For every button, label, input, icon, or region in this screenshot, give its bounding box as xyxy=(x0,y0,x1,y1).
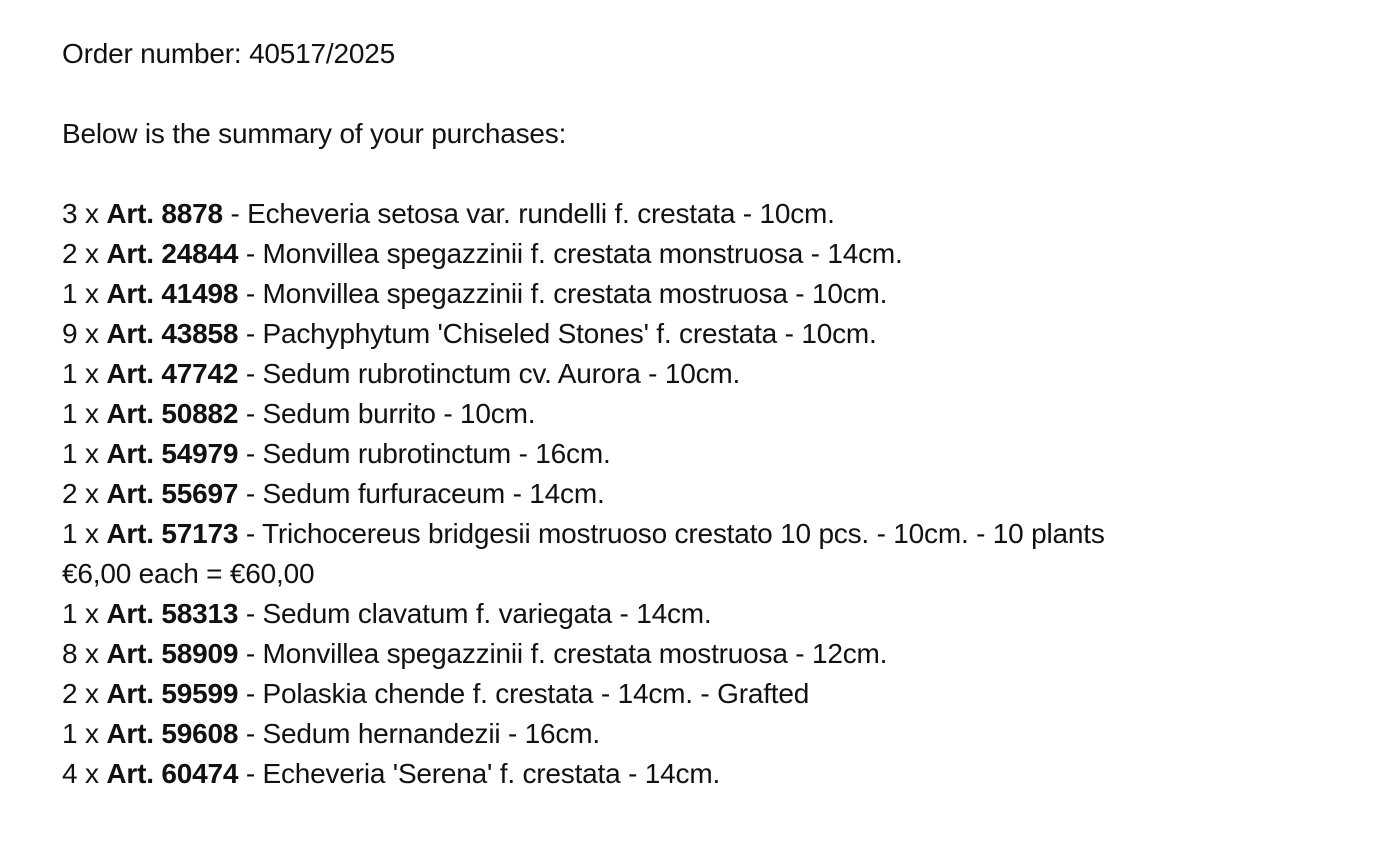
item-quantity: 4 x xyxy=(62,758,99,789)
item-description: - Sedum burrito - 10cm. xyxy=(238,398,536,429)
item-description: - Echeveria 'Serena' f. crestata - 14cm. xyxy=(238,758,721,789)
order-number-label: Order number: xyxy=(62,38,242,69)
list-item xyxy=(62,234,1362,274)
item-description: - Echeveria setosa var. rundelli f. crestata - 10cm. xyxy=(222,198,835,229)
list-item xyxy=(62,714,1362,754)
list-item xyxy=(62,474,1362,514)
item-quantity: 9 x xyxy=(62,318,99,349)
item-price-detail: €6,00 each = €60,00 xyxy=(62,558,315,589)
item-description: - Monvillea spegazzinii f. crestata monstruosa - 14cm. xyxy=(238,238,903,269)
item-article-number: Art. 59599 xyxy=(106,678,239,709)
item-article-number: Art. 43858 xyxy=(106,318,239,349)
item-quantity: 1 x xyxy=(62,398,99,429)
item-description: - Monvillea spegazzinii f. crestata mostruosa - 10cm. xyxy=(238,278,888,309)
item-article-number: Art. 54979 xyxy=(106,438,239,469)
item-description: - Trichocereus bridgesii mostruoso crestato 10 pcs. - 10cm. - 10 plants xyxy=(238,518,1105,549)
item-description: - Sedum hernandezii - 16cm. xyxy=(238,718,600,749)
item-article-number: Art. 58909 xyxy=(106,638,239,669)
item-description: - Sedum rubrotinctum - 16cm. xyxy=(238,438,611,469)
order-number-line xyxy=(62,34,1362,74)
item-article-number: Art. 59608 xyxy=(106,718,239,749)
list-item xyxy=(62,394,1362,434)
item-quantity: 2 x xyxy=(62,678,99,709)
item-quantity: 1 x xyxy=(62,358,99,389)
order-number-value: 40517/2025 xyxy=(249,38,395,69)
item-description: - Monvillea spegazzinii f. crestata mostruosa - 12cm. xyxy=(238,638,888,669)
item-description: - Pachyphytum 'Chiseled Stones' f. crestata - 10cm. xyxy=(238,318,877,349)
item-quantity: 2 x xyxy=(62,238,99,269)
list-item xyxy=(62,514,1362,554)
item-quantity: 1 x xyxy=(62,278,99,309)
item-article-number: Art. 57173 xyxy=(106,518,239,549)
list-item xyxy=(62,194,1362,234)
item-article-number: Art. 24844 xyxy=(106,238,239,269)
list-item xyxy=(62,434,1362,474)
list-item xyxy=(62,754,1362,794)
item-quantity: 3 x xyxy=(62,198,99,229)
list-item xyxy=(62,594,1362,634)
item-article-number: Art. 47742 xyxy=(106,358,239,389)
summary-intro: Below is the summary of your purchases: xyxy=(62,118,567,149)
item-description: - Polaskia chende f. crestata - 14cm. - Grafted xyxy=(238,678,810,709)
item-description: - Sedum clavatum f. variegata - 14cm. xyxy=(238,598,712,629)
item-article-number: Art. 41498 xyxy=(106,278,239,309)
item-article-number: Art. 8878 xyxy=(106,198,223,229)
item-quantity: 8 x xyxy=(62,638,99,669)
list-item xyxy=(62,674,1362,714)
item-description: - Sedum rubrotinctum cv. Aurora - 10cm. xyxy=(238,358,741,389)
item-quantity: 1 x xyxy=(62,518,99,549)
item-quantity: 2 x xyxy=(62,478,99,509)
list-item xyxy=(62,314,1362,354)
list-item xyxy=(62,354,1362,394)
order-summary xyxy=(62,34,1362,794)
item-article-number: Art. 55697 xyxy=(106,478,239,509)
item-article-number: Art. 50882 xyxy=(106,398,239,429)
item-quantity: 1 x xyxy=(62,718,99,749)
item-quantity: 1 x xyxy=(62,438,99,469)
item-article-number: Art. 58313 xyxy=(106,598,239,629)
purchase-list xyxy=(62,194,1362,794)
list-item xyxy=(62,634,1362,674)
item-article-number: Art. 60474 xyxy=(106,758,239,789)
list-item xyxy=(62,274,1362,314)
item-description: - Sedum furfuraceum - 14cm. xyxy=(238,478,605,509)
item-quantity: 1 x xyxy=(62,598,99,629)
